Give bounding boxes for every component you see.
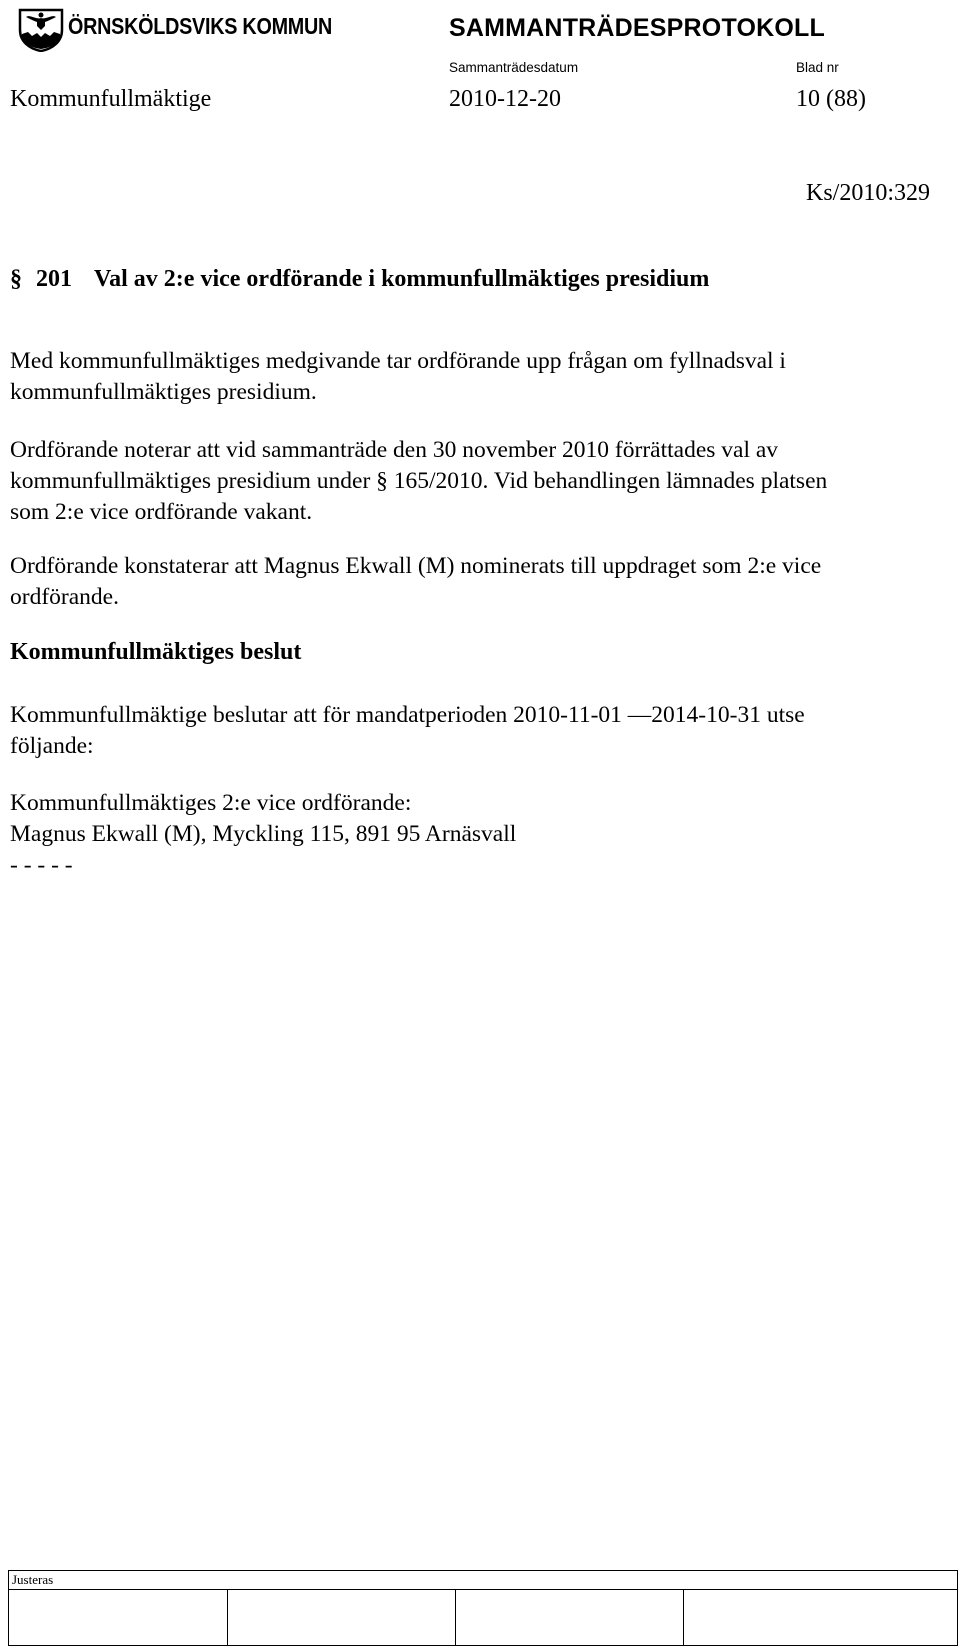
signature-cell-divider bbox=[227, 1589, 228, 1645]
paragraph-decision bbox=[10, 700, 950, 762]
case-number: Ks/2010:329 bbox=[806, 180, 931, 206]
document-type-title: SAMMANTRÄDESPROTOKOLL bbox=[449, 14, 825, 42]
paragraph-nomination bbox=[10, 551, 950, 613]
decision-heading: Kommunfullmäktiges beslut bbox=[10, 639, 302, 665]
signature-table-divider bbox=[9, 1589, 957, 1590]
paragraph-background bbox=[10, 435, 950, 528]
paragraph-line: kommunfullmäktiges presidium. bbox=[10, 379, 317, 405]
paragraph-line: som 2:e vice ordförande vakant. bbox=[10, 499, 313, 525]
paragraph-line: Kommunfullmäktige beslutar att för mandatperioden 2010-11-01 —2014-10-31 utse bbox=[10, 702, 805, 728]
paragraph-line: följande: bbox=[10, 733, 94, 759]
section-number: 201 bbox=[36, 266, 72, 292]
paragraph-line: Kommunfullmäktiges 2:e vice ordförande: bbox=[10, 790, 412, 816]
signature-table bbox=[8, 1570, 958, 1646]
signature-label: Justeras bbox=[12, 1572, 54, 1587]
paragraph-line: - - - - - bbox=[10, 852, 73, 878]
governing-body-name: Kommunfullmäktige bbox=[10, 86, 212, 112]
page-number-label: Blad nr bbox=[796, 60, 839, 75]
paragraph-line: Ordförande noterar att vid sammanträde den 30 november 2010 förrättades val av bbox=[10, 437, 779, 463]
paragraph-intro bbox=[10, 346, 950, 408]
paragraph-line: Ordförande konstaterar att Magnus Ekwall (M) nominerats till uppdraget som 2:e vice bbox=[10, 553, 822, 579]
section-title: Val av 2:e vice ordförande i kommunfullmäktiges presidium bbox=[94, 266, 710, 292]
meeting-date: 2010-12-20 bbox=[449, 86, 561, 112]
organization-name: ÖRNSKÖLDSVIKS KOMMUN bbox=[68, 13, 333, 39]
paragraph-line: ordförande. bbox=[10, 584, 119, 610]
paragraph-elected bbox=[10, 788, 950, 881]
paragraph-line: kommunfullmäktiges presidium under § 165/2010. Vid behandlingen lämnades platsen bbox=[10, 468, 828, 494]
paragraph-line: Magnus Ekwall (M), Myckling 115, 891 95 Arnäsvall bbox=[10, 821, 517, 847]
signature-cell-divider bbox=[683, 1589, 684, 1645]
page-number: 10 (88) bbox=[796, 86, 866, 112]
meeting-date-label: Sammanträdesdatum bbox=[449, 60, 579, 75]
section-heading bbox=[10, 266, 709, 293]
municipal-coat-of-arms-icon bbox=[18, 8, 64, 52]
paragraph-line: Med kommunfullmäktiges medgivande tar ordförande upp frågan om fyllnadsval i bbox=[10, 348, 786, 374]
signature-cell-divider bbox=[455, 1589, 456, 1645]
section-symbol: § bbox=[10, 266, 22, 292]
